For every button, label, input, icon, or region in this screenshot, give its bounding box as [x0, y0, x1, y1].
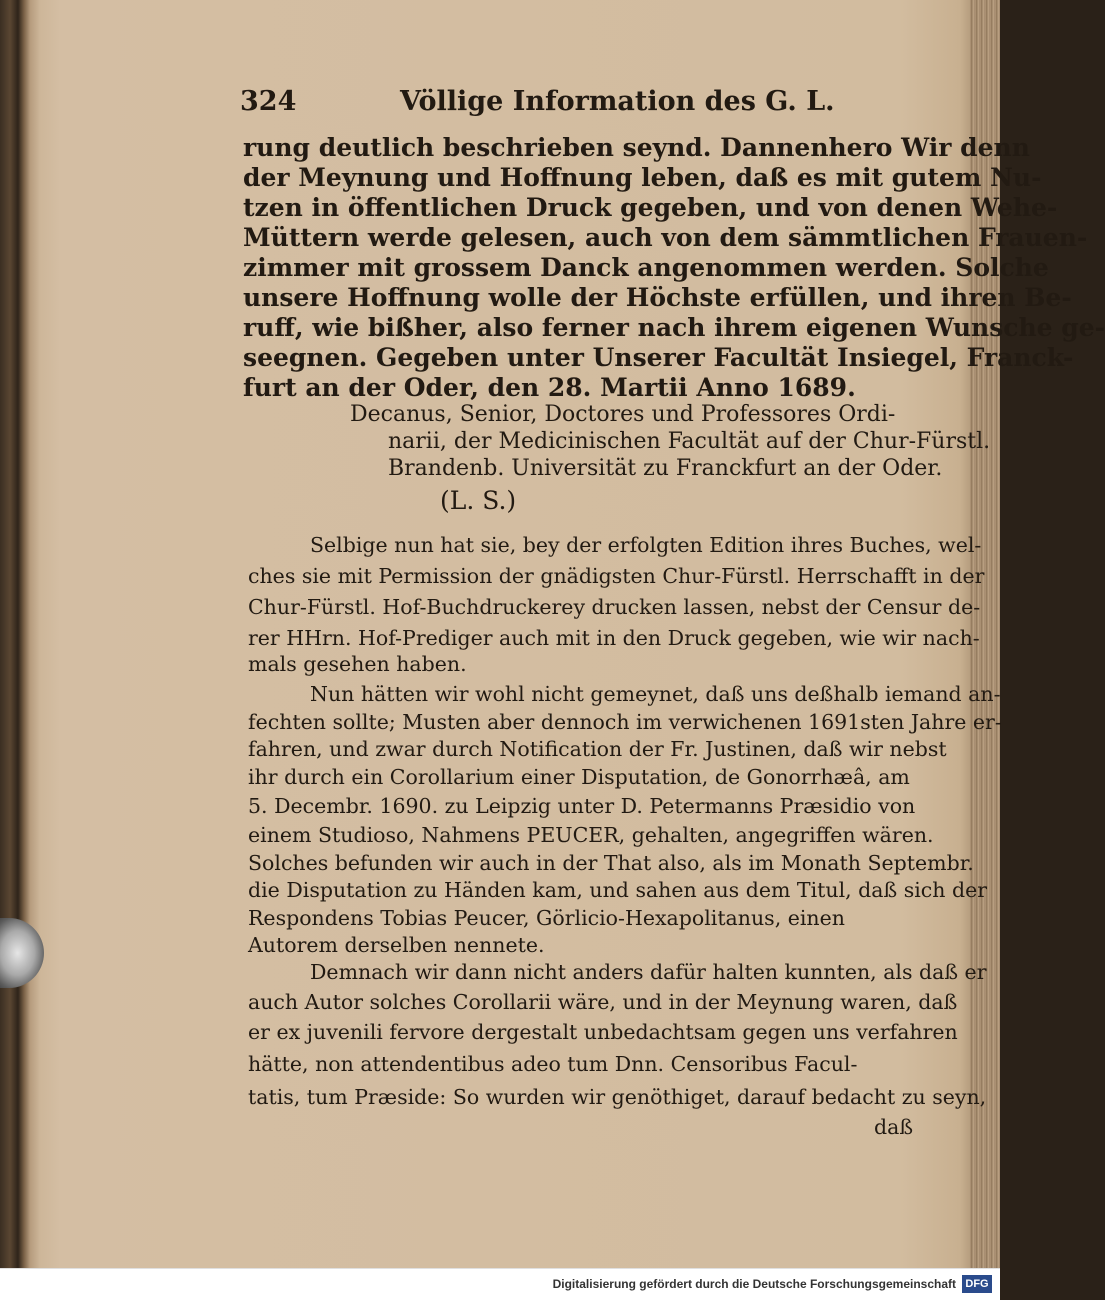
paragraph4-line: Demnach wir dann nicht anders dafür halten kunnten, als daß er — [310, 960, 987, 984]
paragraph2-line: mals gesehen haben. — [248, 652, 467, 676]
paragraph1-line: Müttern werde gelesen, auch von dem sämmtlichen Frauen- — [243, 223, 1088, 252]
catchword: daß — [874, 1115, 914, 1139]
signature-line: Brandenb. Universität zu Franckfurt an der Oder. — [388, 456, 943, 481]
paragraph3-line: Solches befunden wir auch in der That also, als im Monath Septembr. — [248, 851, 974, 875]
signature-line: narii, der Medicinischen Facultät auf der Chur-Fürstl. — [388, 429, 991, 454]
dfg-logo[interactable]: DFG — [962, 1275, 992, 1293]
paragraph3-line: ihr durch ein Corollarium einer Disputation, de Gonorrhæâ, am — [248, 765, 910, 789]
paragraph3-line: fechten sollte; Musten aber dennoch im verwichenen 1691sten Jahre er- — [248, 710, 1002, 734]
paragraph2-line: Selbige nun hat sie, bey der erfolgten Edition ihres Buches, wel- — [310, 533, 982, 557]
paragraph3-line: einem Studioso, Nahmens PEUCER, gehalten, angegriffen wären. — [248, 823, 934, 847]
paragraph3-line: Respondens Tobias Peucer, Görlicio-Hexapolitanus, einen — [248, 906, 845, 930]
paragraph3-line: Nun hätten wir wohl nicht gemeynet, daß uns deßhalb iemand an- — [310, 682, 1001, 706]
paragraph1-line: seegnen. Gegeben unter Unserer Facultät Insiegel, Franck- — [243, 343, 1074, 372]
paragraph4-line: er ex juvenili fervore dergestalt unbedachtsam gegen uns verfahren — [248, 1020, 958, 1044]
paragraph4-line: auch Autor solches Corollarii wäre, und in der Meynung waren, daß — [248, 990, 958, 1014]
paragraph3-line: fahren, und zwar durch Notification der Fr. Justinen, daß wir nebst — [248, 737, 947, 761]
paragraph1-line: ruff, wie bißher, also ferner nach ihrem eigenen Wunsche ge- — [243, 313, 1105, 342]
paragraph2-line: Chur-Fürstl. Hof-Buchdruckerey drucken lassen, nebst der Censur de- — [248, 595, 981, 619]
footer-credit: Digitalisierung gefördert durch die Deutsche Forschungsgemeinschaft — [552, 1277, 956, 1291]
paragraph1-line: zimmer mit grossem Danck angenommen werden. Solche — [243, 253, 1049, 282]
paragraph1-line: rung deutlich beschrieben seynd. Dannenhero Wir denn — [243, 133, 1030, 162]
footer-bar — [0, 1268, 1000, 1300]
running-head: Völlige Information des G. L. — [400, 86, 835, 117]
paragraph1-line: der Meynung und Hoffnung leben, daß es mit gutem Nu- — [243, 163, 1042, 192]
paragraph1-line: unsere Hoffnung wolle der Höchste erfüllen, und ihren Be- — [243, 283, 1072, 312]
paragraph3-line: 5. Decembr. 1690. zu Leipzig unter D. Petermanns Præsidio von — [248, 794, 916, 818]
signature-line: Decanus, Senior, Doctores und Professores Ordi- — [350, 402, 896, 427]
paragraph4-line: tatis, tum Præside: So wurden wir genöthiget, darauf bedacht zu seyn, — [248, 1085, 987, 1109]
paragraph2-line: rer HHrn. Hof-Prediger auch mit in den Druck gegeben, wie wir nach- — [248, 626, 980, 650]
paragraph4-line: hätte, non attendentibus adeo tum Dnn. Censoribus Facul- — [248, 1052, 858, 1076]
paragraph1-line: furt an der Oder, den 28. Martii Anno 1689. — [243, 373, 856, 402]
paragraph3-line: die Disputation zu Händen kam, und sahen aus dem Titul, daß sich der — [248, 878, 988, 902]
page-number: 324 — [240, 86, 297, 117]
seal: (L. S.) — [440, 486, 517, 515]
paragraph3-line: Autorem derselben nennete. — [248, 933, 545, 957]
paragraph2-line: ches sie mit Permission der gnädigsten Chur-Fürstl. Herrschafft in der — [248, 564, 985, 588]
paragraph1-line: tzen in öffentlichen Druck gegeben, und von denen Wehe- — [243, 193, 1058, 222]
